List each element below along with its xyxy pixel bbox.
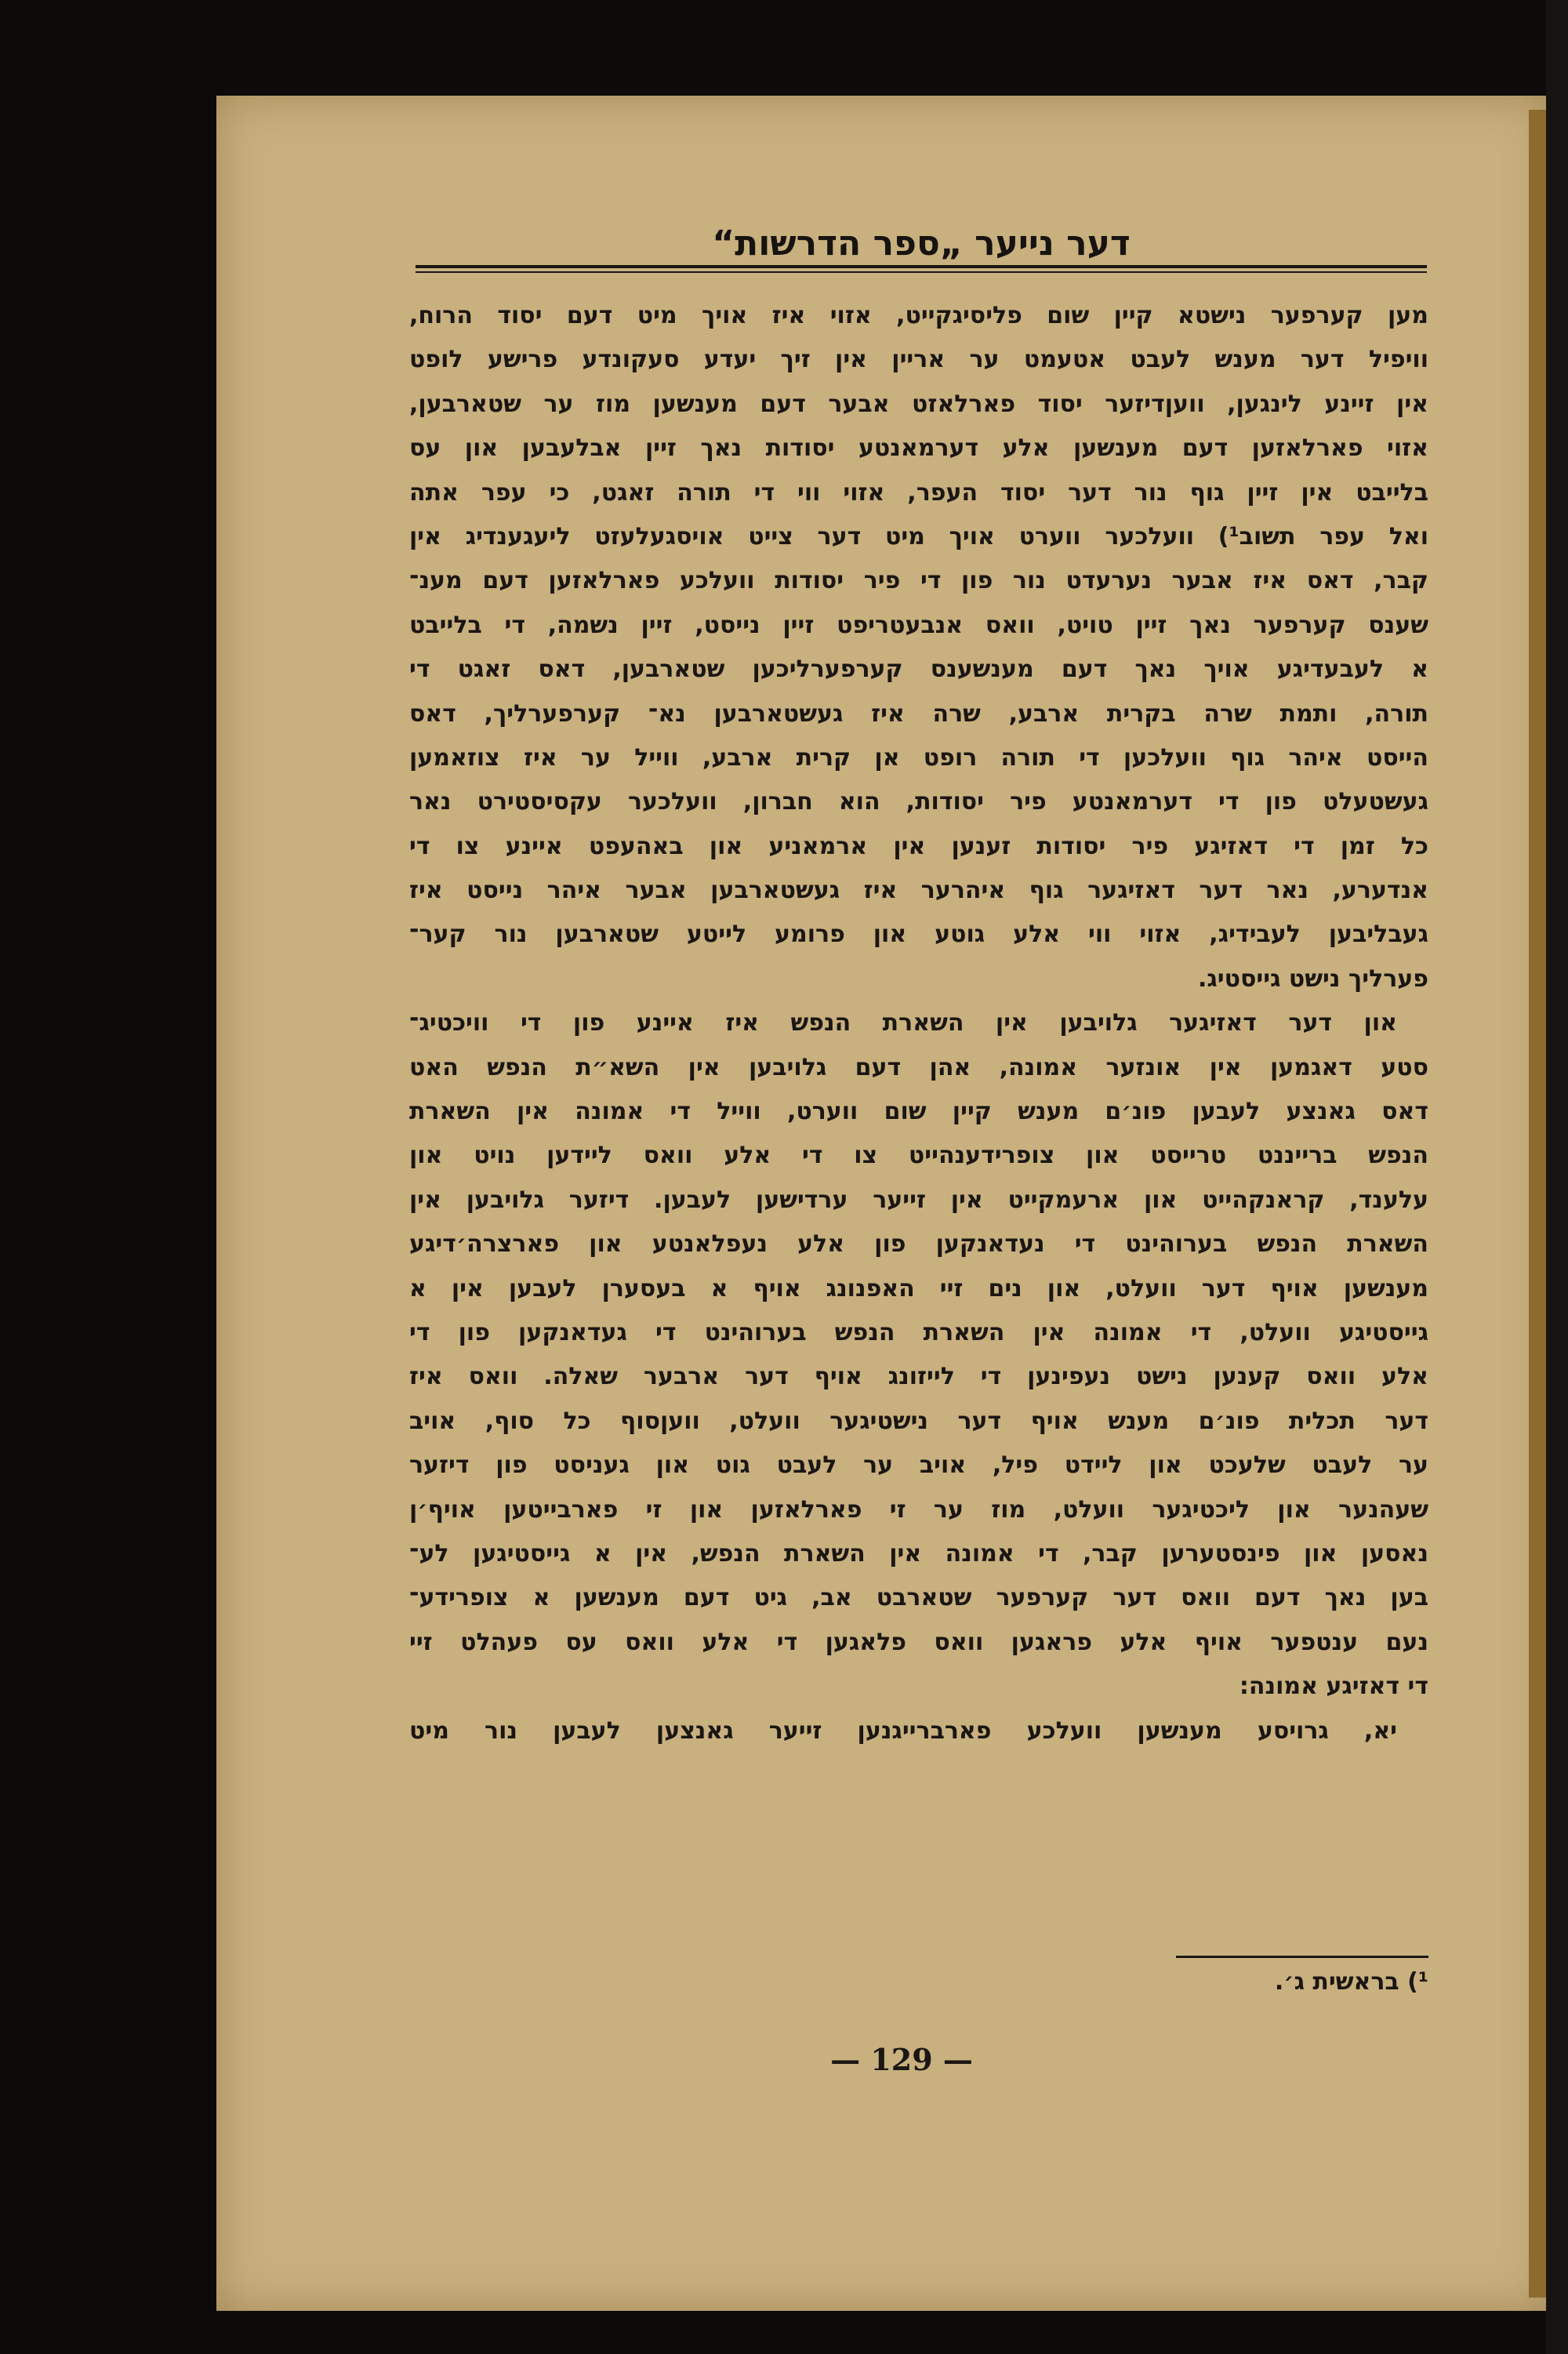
body-text bbox=[409, 294, 1428, 1753]
background-edge bbox=[1546, 0, 1568, 2354]
text-line: בלייבט אין זיין גוף נור דער יסוד העפר, אזוי ווי די תורה זאגט, כי עפר אתה bbox=[409, 478, 1428, 507]
text-line: א לעבעדיגע אויך נאך דעם מענשענס קערפערליכען שטארבען, דאס זאגט די bbox=[409, 656, 1428, 684]
text-line: דאס גאנצע לעבען פונ׳ם מענש קיין שום ווערט, ווייל די אמונה אין השארת bbox=[409, 1098, 1428, 1126]
page-edge bbox=[1529, 110, 1546, 2298]
text-line: יא, גרויסע מענשען וועלכע פארברייגנען זייער גאנצען לעבען נור מיט bbox=[409, 1716, 1397, 1745]
text-line: אזוי פארלאזען דעם מענשען אלע דערמאנטע יסודות נאך זיין אבלעבען און עס bbox=[409, 434, 1428, 463]
text-line: און דער דאזיגער גלויבען אין השארת הנפש איז איינע פון די וויכטיג־ bbox=[409, 1009, 1397, 1037]
text-line: כל זמן די דאזיגע פיר יסודות זענען אין ארמאניע און באהעפט איינע צו די bbox=[409, 832, 1428, 860]
text-line: ער לעבט שלעכט און ליידט פיל, אויב ער לעבט גוט און געניסט פון דיזער bbox=[409, 1451, 1428, 1480]
page-number: — 129 — bbox=[830, 2042, 973, 2077]
text-line: שענס קערפער נאך זיין טויט, וואס אנבעטריפט זיין נייסט, זיין נשמה, די בלייבט bbox=[409, 611, 1428, 639]
text-line: גייסטיגע וועלט, די אמונה אין השארת הנפש בערוהינט די געדאנקען פון די bbox=[409, 1318, 1428, 1346]
text-line: נעם ענטפער אויף אלע פראגען וואס פלאגען די אלע וואס עס פעהלט זיי bbox=[409, 1628, 1428, 1656]
text-line: אין זיינע לינגען, וועןדיזער יסוד פארלאזט אבער דעם מענשען מוז ער שטארבען, bbox=[409, 390, 1428, 418]
header-rule bbox=[416, 265, 1427, 268]
text-line: הייסט איהר גוף וועלכען די תורה רופט אן קרית ארבע, ווייל ער איז צוזאמען bbox=[409, 743, 1428, 772]
text-line: געשטעלט פון די דערמאנטע פיר יסודות, הוא חברון, וועלכער עקסיסטירט נאר bbox=[409, 788, 1428, 816]
text-line: ואל עפר תשוב¹) וועלכער ווערט אויך מיט דער צייט אויסגעלעזט ליעגענדיג אין bbox=[409, 522, 1428, 550]
text-line: אנדערע, נאר דער דאזיגער גוף איהרער איז געשטארבען אבער איהר נייסט איז bbox=[409, 877, 1428, 905]
text-line: השארת הנפש בערוהינט די נעדאנקען פון אלע נעפלאנטע און פארצרה׳דיגע bbox=[409, 1230, 1428, 1259]
text-line: די דאזיגע אמונה: bbox=[1239, 1673, 1428, 1701]
text-line: שעהנער און ליכטיגער וועלט, מוז ער זי פארלאזען און זי פארבייטען אויף׳ן bbox=[409, 1495, 1428, 1524]
text-line: מענשען אויף דער וועלט, און נים זיי האפנונג אויף א בעסערן לעבען אין א bbox=[409, 1274, 1428, 1302]
text-line: געבליבען לעבידיג, אזוי ווי אלע גוטע און פרומע לייטע שטארבען נור קער־ bbox=[409, 921, 1428, 949]
text-line: קבר, דאס איז אבער נערעדט נור פון די פיר יסודות וועלכע פארלאזען דעם מענ־ bbox=[409, 567, 1428, 595]
header-rule-thin bbox=[416, 271, 1427, 273]
footnote-rule bbox=[1176, 1956, 1428, 1958]
text-line: סטע דאגמען אין אונזער אמונה, אהן דעם גלויבען אין השא״ת הנפש האט bbox=[409, 1053, 1428, 1081]
text-line: פערליך נישט גייסטיג. bbox=[1198, 964, 1428, 993]
text-line: בען נאך דעם וואס דער קערפער שטארבט אב, גיט דעם מענשען א צופרידע־ bbox=[409, 1584, 1428, 1612]
text-line: הנפש ברייננט טרייסט און צופרידענהייט צו די אלע וואס ליידען נויט און bbox=[409, 1142, 1428, 1170]
page-title: דער נייער „ספר הדרשות“ bbox=[712, 223, 1131, 263]
text-line: נאסען און פינסטערען קבר, די אמונה אין השארת הנפש, אין א גייסטיגען לע־ bbox=[409, 1539, 1428, 1568]
text-line: דער תכלית פונ׳ם מענש אויף דער נישטיגער וועלט, וועןסוף כל סוף, אויב bbox=[409, 1407, 1428, 1435]
text-line: אלע וואס קענען נישט נעפינען די לייזונג אויף דער ארבער שאלה. וואס איז bbox=[409, 1363, 1428, 1391]
text-line: תורה, ותמת שרה בקרית ארבע, שרה איז געשטארבען נא־ קערפערליך, דאס bbox=[409, 699, 1428, 728]
text-line: מען קערפער נישטא קיין שום פליסיגקייט, אזוי איז אויך מיט דעם יסוד הרוח, bbox=[409, 302, 1428, 329]
text-line: וויפיל דער מענש לעבט אטעמט ער אריין אין זיך יעדע סעקונדע פרישע לופט bbox=[409, 346, 1428, 374]
text-line: עלענד, קראנקהייט און ארעמקייט אין זייער ערדישען לעבען. דיזער גלויבען אין bbox=[409, 1186, 1428, 1214]
running-header bbox=[416, 205, 1427, 263]
footnote: ¹) בראשית ג׳. bbox=[1274, 1968, 1428, 1996]
